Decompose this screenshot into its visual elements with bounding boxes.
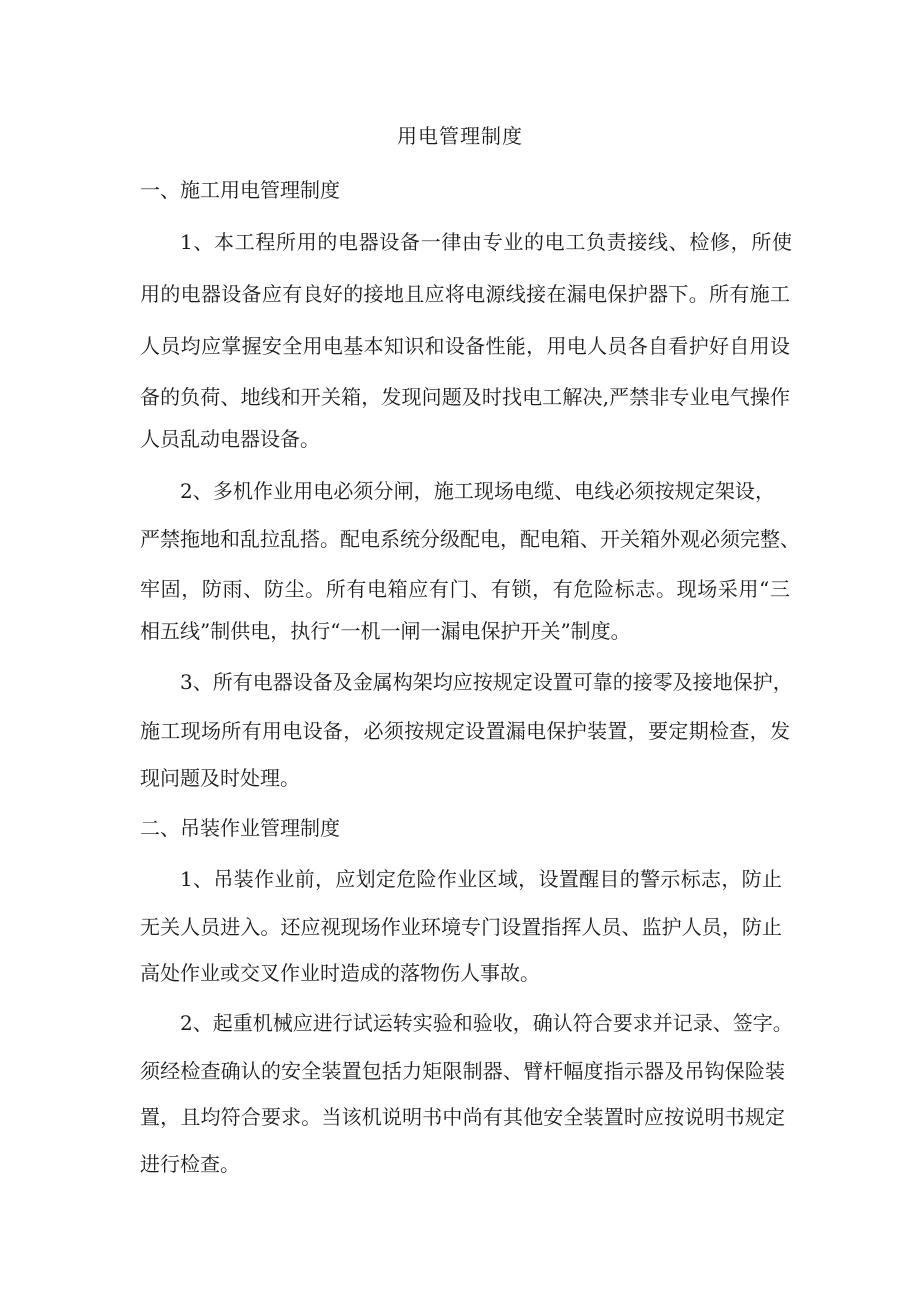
paragraph-line: 2、起重机械应进行试运转实验和验收，确认符合要求并记录、签字。 [180,1011,793,1035]
paragraph-line: 1、本工程所用的电器设备一律由专业的电工负责接线、检修，所使 [180,230,792,254]
paragraph-line: 置，且均符合要求。当该机说明书中尚有其他安全装置时应按说明书规定 [140,1105,785,1129]
document-title: 用电管理制度 [397,124,523,148]
paragraph-line: 2、多机作业用电必须分闸，施工现场电缆、电线必须按规定架设， [180,479,775,503]
section-heading: 二、吊装作业管理制度 [140,816,340,840]
paragraph-line: 人员乱动电器设备。 [140,427,320,451]
paragraph-line: 人员均应掌握安全用电基本知识和设备性能，用电人员各自看护好自用设 [140,334,790,358]
section-heading: 一、施工用电管理制度 [140,178,340,202]
paragraph-line: 高处作业或交叉作业时造成的落物伤人事故。 [140,961,540,985]
paragraph-line: 严禁拖地和乱拉乱搭。配电系统分级配电，配电箱、开关箱外观必须完整、 [140,527,800,551]
paragraph-line: 相五线”制供电，执行“一机一闸一漏电保护开关”制度。 [140,619,631,643]
paragraph-line: 1、吊装作业前，应划定危险作业区域，设置醒目的警示标志，防止 [180,867,782,891]
paragraph-line: 牢固，防雨、防尘。所有电箱应有门、有锁，有危险标志。现场采用“三 [140,577,790,601]
paragraph-line: 备的负荷、地线和开关箱，发现问题及时找电工解决,严禁非专业电气操作 [140,385,790,409]
paragraph-line: 须经检查确认的安全装置包括力矩限制器、臂杆幅度指示器及吊钩保险装 [140,1059,785,1083]
paragraph-line: 3、所有电器设备及金属构架均应按规定设置可靠的接零及接地保护， [180,670,793,694]
paragraph-line: 无关人员进入。还应视现场作业环境专门设置指挥人员、监护人员，防止 [140,915,782,939]
paragraph-line: 现问题及时处理。 [140,766,300,790]
paragraph-line: 用的电器设备应有良好的接地且应将电源线接在漏电保护器下。所有施工 [140,282,790,306]
paragraph-line: 进行检查。 [140,1152,240,1176]
paragraph-line: 施工现场所有用电设备，必须按规定设置漏电保护装置，要定期检查，发 [140,719,790,743]
